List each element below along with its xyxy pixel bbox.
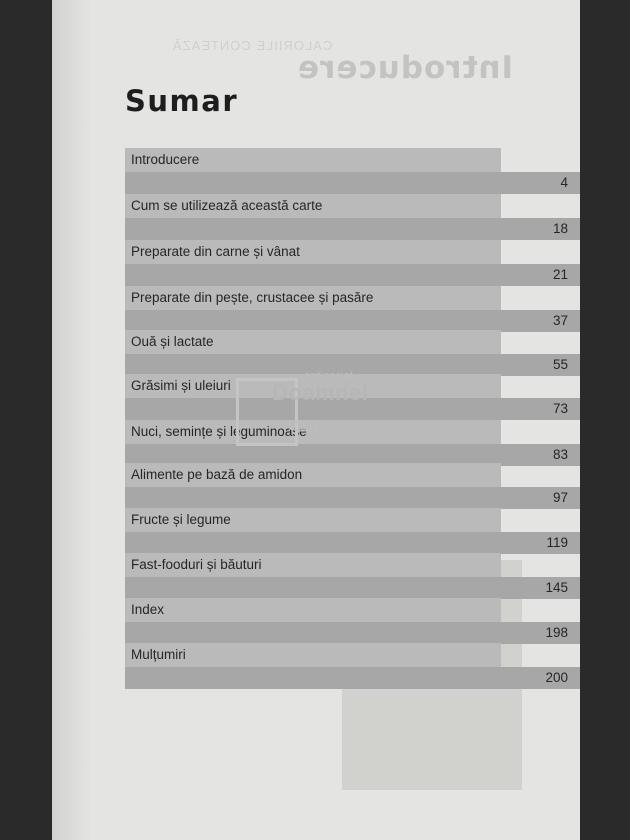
toc-bar-bottom <box>125 218 580 240</box>
toc-page-number: 73 <box>552 401 568 416</box>
toc-label: Fructe și legume <box>131 512 231 527</box>
toc-bar-bottom <box>125 532 580 554</box>
toc-bar-bottom <box>125 487 580 509</box>
toc-row <box>125 420 580 466</box>
toc-label: Cum se utilizează această carte <box>131 198 323 213</box>
toc-page-number: 18 <box>552 221 568 236</box>
toc-page-number: 119 <box>546 535 568 550</box>
page-title: Sumar <box>125 84 239 118</box>
toc-bar-bottom <box>125 264 580 286</box>
toc-label: Nuci, semințe și leguminoase <box>131 424 307 439</box>
toc-page-number: 145 <box>545 580 568 595</box>
toc-label: Preparate din carne și vânat <box>131 244 300 259</box>
toc-label: Fast-fooduri și băuturi <box>131 557 262 572</box>
toc-row <box>125 194 580 240</box>
toc-row <box>125 598 580 644</box>
toc-page-number: 97 <box>552 490 568 505</box>
toc-label: Index <box>131 602 165 617</box>
toc-page-number: 37 <box>552 313 568 328</box>
toc-row <box>125 463 580 509</box>
toc-label: Introducere <box>131 152 200 167</box>
watermark-brand: Doamnei <box>272 380 369 405</box>
toc-page-number: 200 <box>545 670 568 685</box>
toc-row <box>125 553 580 599</box>
watermark-small-text: anticariat <box>304 370 354 382</box>
toc-bar-bottom <box>125 577 580 599</box>
toc-label: Ouă și lactate <box>131 334 214 349</box>
toc-label: Preparate din pește, crustacee și pasăre <box>131 290 374 305</box>
toc-bar-bottom <box>125 622 580 644</box>
toc-bar-bottom <box>125 310 580 332</box>
toc-bar-top <box>125 598 501 622</box>
toc-page-number: 4 <box>560 175 568 190</box>
toc-page-number: 83 <box>552 447 568 462</box>
bleed-through-subtitle: CALORIILE CONTEAZĂ <box>172 38 333 53</box>
toc-page-number: 198 <box>545 625 568 640</box>
toc-row <box>125 508 580 554</box>
book-icon <box>288 418 318 432</box>
toc-row <box>125 148 580 194</box>
bleed-through-title: Introducere <box>297 50 513 86</box>
toc-bar-bottom <box>125 172 580 194</box>
toc-label: Grăsimi și uleiuri <box>131 378 231 393</box>
page-gutter-shadow <box>52 0 92 840</box>
toc-page-number: 55 <box>552 357 568 372</box>
book-page <box>52 0 580 840</box>
toc-row <box>125 643 580 689</box>
toc-bar-bottom <box>125 667 580 689</box>
toc-row <box>125 286 580 332</box>
toc-row <box>125 240 580 286</box>
toc-label: Alimente pe bază de amidon <box>131 467 303 482</box>
toc-label: Mulțumiri <box>131 647 186 662</box>
toc-page-number: 21 <box>552 267 568 282</box>
